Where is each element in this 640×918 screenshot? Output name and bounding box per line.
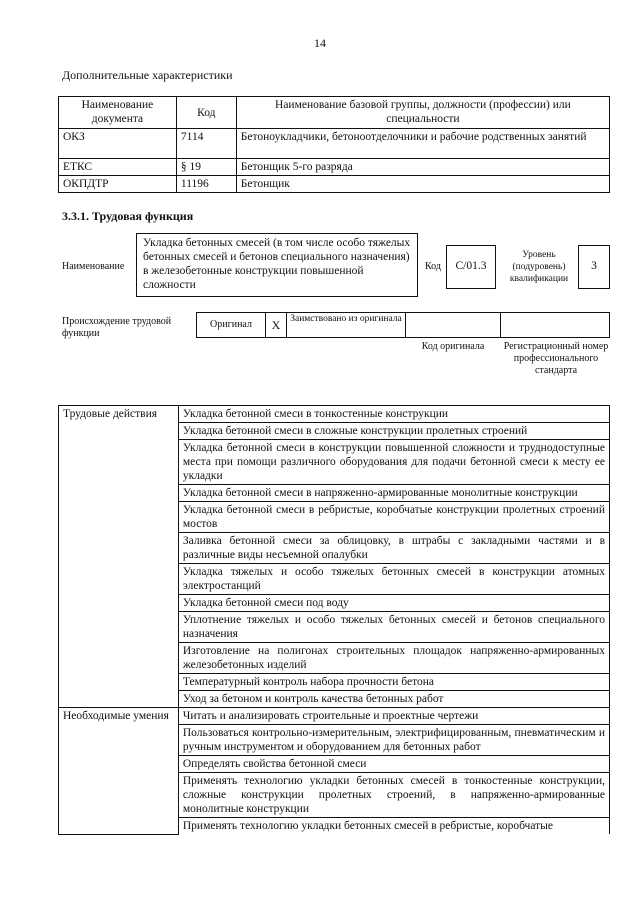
table-cell: 11196 <box>176 176 236 193</box>
table-cell: Бетонщик <box>236 176 609 193</box>
action-item: Заливка бетонной смеси за облицовку, в штрабы с закладными частями и в различные виды несъемной опалубки <box>178 533 609 564</box>
original-mark: Х <box>265 312 287 338</box>
skill-item: Применять технологию укладки бетонных смесей в ребристые, коробчатые <box>178 818 609 835</box>
action-item: Уход за бетоном и контроль качества бетонных работ <box>178 691 609 708</box>
action-item: Укладка тяжелых и особо тяжелых бетонных смесей в конструкции атомных электростанций <box>178 564 609 595</box>
action-item: Изготовление на полигонах строительных площадок напряженно-армированных железобетонных изделий <box>178 643 609 674</box>
header-document: Наименование документа <box>59 97 177 129</box>
table-cell: § 19 <box>176 159 236 176</box>
level-box: 3 <box>578 245 610 289</box>
skills-label: Необходимые умения <box>59 708 179 835</box>
header-code: Код <box>176 97 236 129</box>
action-item: Укладка бетонной смеси в сложные конструкции пролетных строений <box>178 423 609 440</box>
action-item: Укладка бетонной смеси в напряженно-армированные монолитные конструкции <box>178 485 609 502</box>
reg-number-label: Регистрационный номер профессионального стандарта <box>503 341 609 376</box>
action-item: Укладка бетонной смеси в конструкции повышенной сложности и труднодоступные места при помощи различного оборудования для подачи бетонной смеси к месту ее укладки <box>178 440 609 485</box>
page-number: 14 <box>314 36 326 50</box>
level-label: Уровень (подуровень) квалификации <box>509 250 569 284</box>
additional-characteristics-title: Дополнительные характеристики <box>62 68 233 82</box>
action-item: Укладка бетонной смеси в ребристые, коробчатые конструкции пролетных строений мостов <box>178 502 609 533</box>
table-cell: Бетонщик 5-го разряда <box>236 159 609 176</box>
skill-item: Читать и анализировать строительные и проектные чертежи <box>178 708 609 725</box>
code-original-box <box>405 312 501 338</box>
actions-label: Трудовые действия <box>59 406 179 708</box>
function-name-box: Укладка бетонных смесей (в том числе особо тяжелых бетонных смесей и бетонов специального назначения) в железобетонные конструкции повышенной сложности <box>136 233 418 297</box>
action-item: Уплотнение тяжелых и особо тяжелых бетонных смесей и бетонов специального назначения <box>178 612 609 643</box>
action-item: Укладка бетонной смеси в тонкостенные конструкции <box>178 406 609 423</box>
code-label: Код <box>425 261 441 272</box>
header-group: Наименование базовой группы, должности (профессии) или специальности <box>236 97 609 129</box>
origin-boxes <box>196 312 610 338</box>
additional-characteristics-table <box>58 96 610 193</box>
skill-item: Определять свойства бетонной смеси <box>178 756 609 773</box>
original-box: Оригинал <box>196 312 266 338</box>
function-code-box: С/01.3 <box>446 245 496 289</box>
table-cell: ОКЗ <box>59 129 177 159</box>
code-original-label: Код оригинала <box>421 341 485 352</box>
table-cell: 7114 <box>176 129 236 159</box>
action-item: Укладка бетонной смеси под воду <box>178 595 609 612</box>
table-cell: ОКПДТР <box>59 176 177 193</box>
table-cell: Бетоноукладчики, бетоноотделочники и рабочие родственных занятий <box>236 129 609 159</box>
table-cell: ЕТКС <box>59 159 177 176</box>
function-title: 3.3.1. Трудовая функция <box>62 209 194 223</box>
function-details-table <box>58 405 610 835</box>
skill-item: Пользоваться контрольно-измерительным, электрифицированным, пневматическим и ручным инструментом и оборудованием для бетонных работ <box>178 725 609 756</box>
name-label: Наименование <box>62 261 125 272</box>
borrowed-box: Заимствовано из оригинала <box>286 312 406 338</box>
origin-label: Происхождение трудовой функции <box>62 316 172 339</box>
action-item: Температурный контроль набора прочности бетона <box>178 674 609 691</box>
reg-number-box <box>500 312 610 338</box>
skill-item: Применять технологию укладки бетонных смесей в тонкостенные конструкции, сложные конструкции пролетных строений, в напряженно-армированные монолитные конструкции <box>178 773 609 818</box>
